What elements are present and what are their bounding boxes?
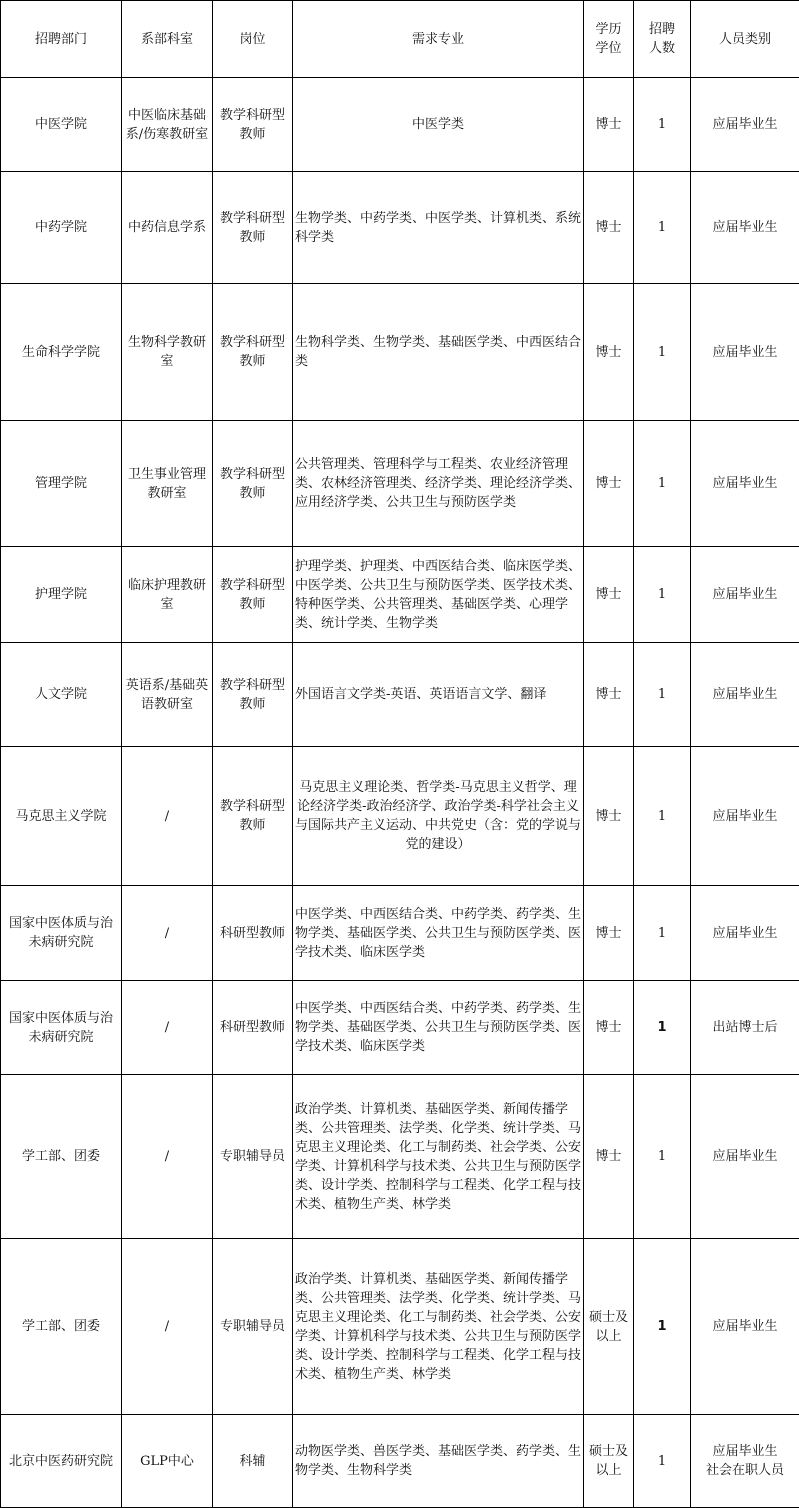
cell-degree: 博士 bbox=[584, 981, 634, 1075]
cell-category: 应届毕业生 bbox=[691, 547, 799, 643]
cell-dept: 国家中医体质与治未病研究院 bbox=[1, 981, 122, 1075]
cell-position: 专职辅导员 bbox=[213, 1239, 293, 1415]
cell-count: 1 bbox=[634, 172, 691, 284]
header-position: 岗位 bbox=[213, 1, 293, 78]
cell-position: 教学科研型教师 bbox=[213, 78, 293, 172]
table-row bbox=[1, 78, 799, 172]
cell-dept: 学工部、团委 bbox=[1, 1075, 122, 1239]
cell-office: 英语系/基础英语教研室 bbox=[122, 643, 213, 747]
cell-major: 马克思主义理论类、哲学类-马克思主义哲学、理论经济学类-政治经济学、政治学类-科学社会主义与国际共产主义运动、中共党史（含：党的学说与党的建设） bbox=[293, 747, 584, 886]
cell-degree: 博士 bbox=[584, 643, 634, 747]
cell-count: 1 bbox=[634, 643, 691, 747]
cell-category: 应届毕业生 bbox=[691, 1075, 799, 1239]
cell-office: GLP中心 bbox=[122, 1415, 213, 1508]
cell-category: 出站博士后 bbox=[691, 981, 799, 1075]
cell-degree: 博士 bbox=[584, 886, 634, 981]
cell-category: 应届毕业生 bbox=[691, 78, 799, 172]
cell-category: 应届毕业生 bbox=[691, 172, 799, 284]
header-dept: 招聘部门 bbox=[1, 1, 122, 78]
header-category: 人员类别 bbox=[691, 1, 799, 78]
cell-dept: 国家中医体质与治未病研究院 bbox=[1, 886, 122, 981]
cell-degree: 硕士及以上 bbox=[584, 1415, 634, 1508]
cell-count: 1 bbox=[634, 1415, 691, 1508]
cell-major: 中医学类 bbox=[293, 78, 584, 172]
cell-category: 应届毕业生 bbox=[691, 747, 799, 886]
table-row bbox=[1, 886, 799, 981]
cell-degree: 博士 bbox=[584, 421, 634, 547]
cell-count: 1 bbox=[634, 1239, 691, 1415]
cell-office: / bbox=[122, 1239, 213, 1415]
cell-count: 1 bbox=[634, 78, 691, 172]
cell-category: 应届毕业生 bbox=[691, 421, 799, 547]
cell-degree: 博士 bbox=[584, 172, 634, 284]
table-row bbox=[1, 747, 799, 886]
cell-major: 生物科学类、生物学类、基础医学类、中西医结合类 bbox=[293, 284, 584, 421]
cell-office: 卫生事业管理教研室 bbox=[122, 421, 213, 547]
cell-dept: 中药学院 bbox=[1, 172, 122, 284]
cell-major: 中医学类、中西医结合类、中药学类、药学类、生物学类、基础医学类、公共卫生与预防医学类、医学技术类、临床医学类 bbox=[293, 981, 584, 1075]
header-count: 招聘 人数 bbox=[634, 1, 691, 78]
cell-dept: 生命科学学院 bbox=[1, 284, 122, 421]
table-row bbox=[1, 1075, 799, 1239]
cell-office: 中医临床基础系/伤寒教研室 bbox=[122, 78, 213, 172]
table-row bbox=[1, 547, 799, 643]
table-row bbox=[1, 172, 799, 284]
cell-major: 生物学类、中药学类、中医学类、计算机类、系统科学类 bbox=[293, 172, 584, 284]
cell-office: / bbox=[122, 886, 213, 981]
cell-major: 护理学类、护理类、中西医结合类、临床医学类、中医学类、公共卫生与预防医学类、医学技术类、特种医学类、公共管理类、基础医学类、心理学类、统计学类、生物学类 bbox=[293, 547, 584, 643]
table-row bbox=[1, 643, 799, 747]
cell-degree: 博士 bbox=[584, 747, 634, 886]
cell-degree: 博士 bbox=[584, 78, 634, 172]
cell-count: 1 bbox=[634, 981, 691, 1075]
table-row bbox=[1, 1239, 799, 1415]
cell-office: 中药信息学系 bbox=[122, 172, 213, 284]
header-degree: 学历 学位 bbox=[584, 1, 634, 78]
table-row bbox=[1, 421, 799, 547]
cell-position: 科研型教师 bbox=[213, 886, 293, 981]
cell-position: 教学科研型教师 bbox=[213, 643, 293, 747]
cell-count: 1 bbox=[634, 1075, 691, 1239]
cell-major: 动物医学类、兽医学类、基础医学类、药学类、生物学类、生物科学类 bbox=[293, 1415, 584, 1508]
cell-degree: 硕士及以上 bbox=[584, 1239, 634, 1415]
cell-category: 应届毕业生 bbox=[691, 1239, 799, 1415]
cell-position: 教学科研型教师 bbox=[213, 421, 293, 547]
cell-category: 应届毕业生 bbox=[691, 643, 799, 747]
cell-office: / bbox=[122, 981, 213, 1075]
cell-dept: 马克思主义学院 bbox=[1, 747, 122, 886]
header-major: 需求专业 bbox=[293, 1, 584, 78]
cell-degree: 博士 bbox=[584, 284, 634, 421]
cell-major: 公共管理类、管理科学与工程类、农业经济管理类、农林经济管理类、经济学类、理论经济学类、应用经济学类、公共卫生与预防医学类 bbox=[293, 421, 584, 547]
cell-position: 教学科研型教师 bbox=[213, 284, 293, 421]
cell-major: 政治学类、计算机类、基础医学类、新闻传播学类、公共管理类、法学类、化学类、统计学类、马克思主义理论类、化工与制药类、社会学类、公安学类、计算机科学与技术类、公共卫生与预防医学类、设计学类、控制科学与工程类、化学工程与技术类、植物生产类、林学类 bbox=[293, 1239, 584, 1415]
table-row bbox=[1, 981, 799, 1075]
cell-count: 1 bbox=[634, 547, 691, 643]
header-row bbox=[1, 1, 799, 78]
table-row bbox=[1, 1415, 799, 1508]
cell-count: 1 bbox=[634, 421, 691, 547]
cell-dept: 北京中医药研究院 bbox=[1, 1415, 122, 1508]
cell-category: 应届毕业生 bbox=[691, 284, 799, 421]
cell-category: 应届毕业生 社会在职人员 bbox=[691, 1415, 799, 1508]
cell-dept: 护理学院 bbox=[1, 547, 122, 643]
cell-count: 1 bbox=[634, 886, 691, 981]
cell-major: 中医学类、中西医结合类、中药学类、药学类、生物学类、基础医学类、公共卫生与预防医学类、医学技术类、临床医学类 bbox=[293, 886, 584, 981]
cell-count: 1 bbox=[634, 747, 691, 886]
cell-position: 科辅 bbox=[213, 1415, 293, 1508]
cell-degree: 博士 bbox=[584, 1075, 634, 1239]
cell-count: 1 bbox=[634, 284, 691, 421]
cell-dept: 管理学院 bbox=[1, 421, 122, 547]
cell-major: 外国语言文学类-英语、英语语言文学、翻译 bbox=[293, 643, 584, 747]
cell-office: / bbox=[122, 1075, 213, 1239]
cell-dept: 中医学院 bbox=[1, 78, 122, 172]
cell-dept: 学工部、团委 bbox=[1, 1239, 122, 1415]
header-office: 系部科室 bbox=[122, 1, 213, 78]
cell-category: 应届毕业生 bbox=[691, 886, 799, 981]
cell-position: 专职辅导员 bbox=[213, 1075, 293, 1239]
cell-major: 政治学类、计算机类、基础医学类、新闻传播学类、公共管理类、法学类、化学类、统计学类、马克思主义理论类、化工与制药类、社会学类、公安学类、计算机科学与技术类、公共卫生与预防医学类、设计学类、控制科学与工程类、化学工程与技术类、植物生产类、林学类 bbox=[293, 1075, 584, 1239]
cell-office: / bbox=[122, 747, 213, 886]
cell-office: 临床护理教研室 bbox=[122, 547, 213, 643]
cell-position: 科研型教师 bbox=[213, 981, 293, 1075]
cell-position: 教学科研型教师 bbox=[213, 547, 293, 643]
cell-position: 教学科研型教师 bbox=[213, 172, 293, 284]
cell-office: 生物科学教研室 bbox=[122, 284, 213, 421]
cell-position: 教学科研型教师 bbox=[213, 747, 293, 886]
table-row bbox=[1, 284, 799, 421]
cell-degree: 博士 bbox=[584, 547, 634, 643]
cell-dept: 人文学院 bbox=[1, 643, 122, 747]
